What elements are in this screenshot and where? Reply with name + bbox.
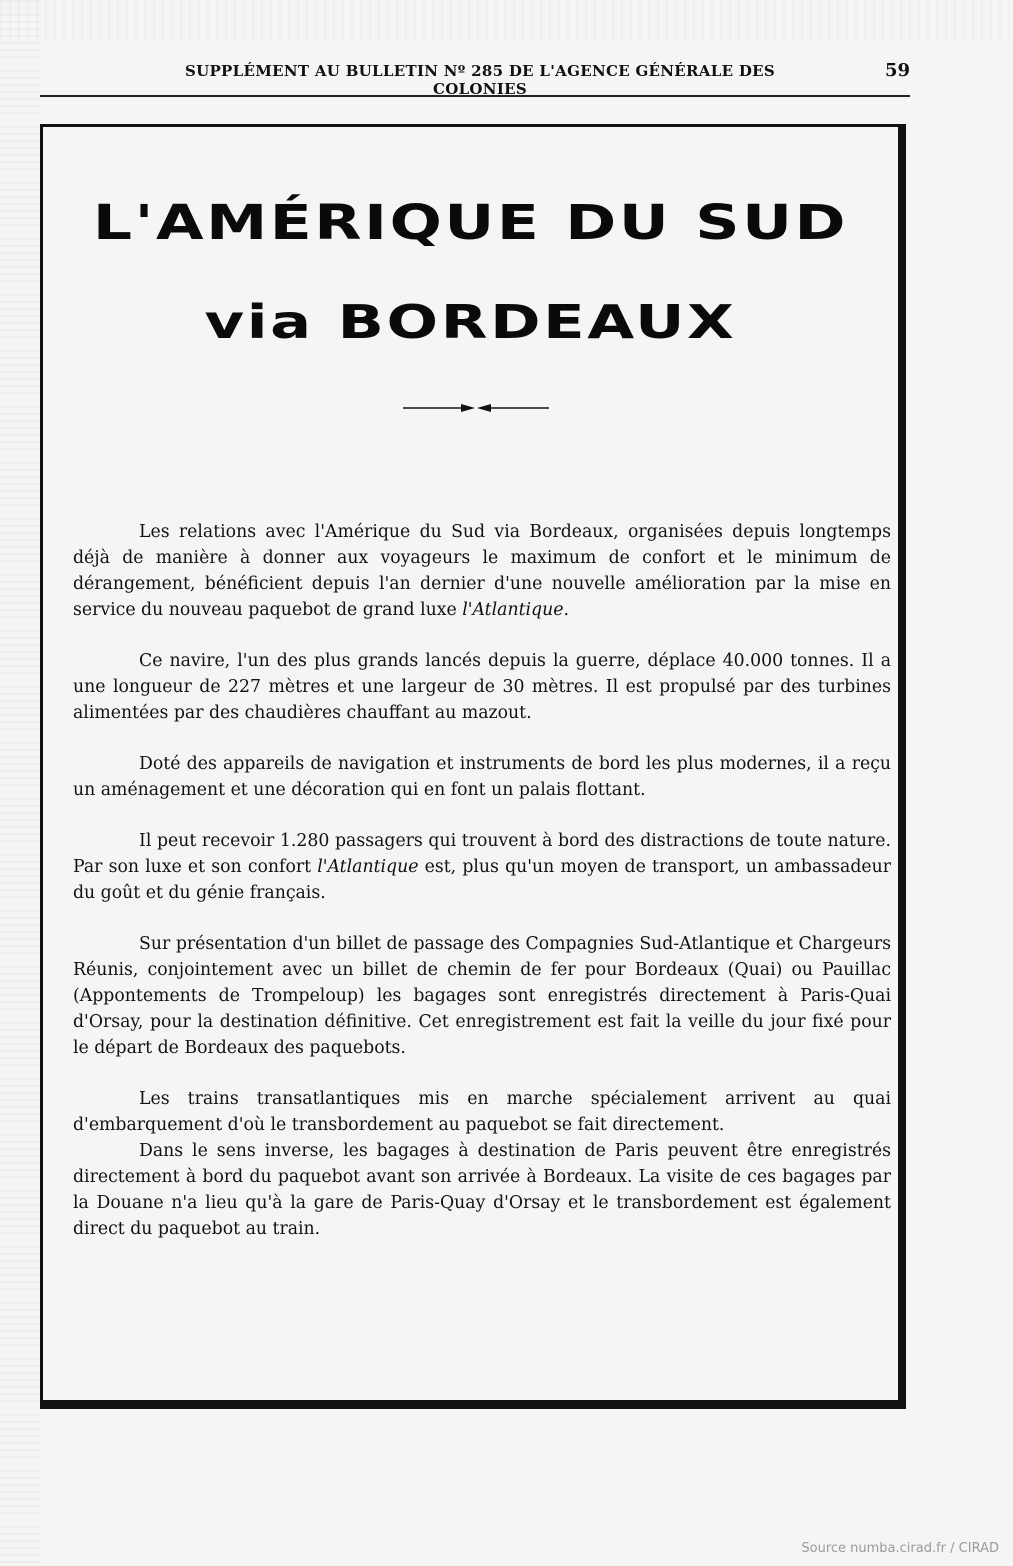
headline-line-2: via BORDEAUX [204,295,737,349]
source-credit: Source numba.cirad.fr / CIRAD [801,1541,999,1556]
running-title: SUPPLÉMENT AU BULLETIN Nº 285 DE L'AGENCE GÉNÉRALE DES COLONIES [184,62,776,98]
scan-edge-top [0,0,1013,40]
paragraph-3: Doté des appareils de navigation et instruments de bord les plus modernes, il a reçu un aménagement et une décoration qui en font un palais flottant. [73,754,891,800]
article-frame [40,124,906,1409]
paragraph-7: Dans le sens inverse, les bagages à destination de Paris peuvent être enregistrés directement à bord du paquebot avant son arrivée à Bordeaux. La visite de ces bagages par la Douane n'a lieu qu'à la gare de Paris-Quay d'Orsay et le transbordement est également direct du paquebot au train. [73,1141,891,1239]
header-rule [40,95,910,97]
paragraph-6: Les trains transatlantiques mis en marche spécialement arrivent au quai d'embarquement d'où le transbordement au paquebot se fait directement. [73,1089,891,1135]
paragraph-1: Les relations avec l'Amérique du Sud via Bordeaux, organisées depuis longtemps déjà de manière à donner aux voyageurs le maximum de confort et le minimum de dérangement, bénéficient depuis l'an dernier d'une nouvelle amélioration par la mise en service du nouveau paquebot de grand luxe l'Atlantique. [73,522,891,620]
paragraph-5: Sur présentation d'un billet de passage des Compagnies Sud-Atlantique et Chargeurs Réunis, conjointement avec un billet de chemin de fer pour Bordeaux (Quai) ou Pauillac (Appontements de Trompeloup) les bagages sont enregistrés directement à Paris-Quai d'Orsay, pour la destination définitive. Cet enregistrement est fait la veille du jour fixé pour le départ de Bordeaux des paquebots. [73,934,891,1058]
ship-name: l'Atlantique [317,857,419,877]
article-body [73,519,891,1267]
paragraph-4: Il peut recevoir 1.280 passagers qui trouvent à bord des distractions de toute nature. Par son luxe et son confort l'Atlantique est, plus qu'un moyen de transport, un ambassadeur du goût et du génie français. [73,831,891,903]
page-number: 59 [884,60,910,81]
ornament-divider [403,403,549,413]
paragraph-2: Ce navire, l'un des plus grands lancés depuis la guerre, déplace 40.000 tonnes. Il a une longueur de 227 mètres et une largeur de 30 mètres. Il est propulsé par des turbines alimentées par des chaudières chauffant au mazout. [73,651,891,723]
headline-line-1: L'AMÉRIQUE DU SUD [92,195,849,251]
ship-name: l'Atlantique [462,600,564,620]
running-header [40,60,910,98]
ornament-icon [403,403,549,413]
